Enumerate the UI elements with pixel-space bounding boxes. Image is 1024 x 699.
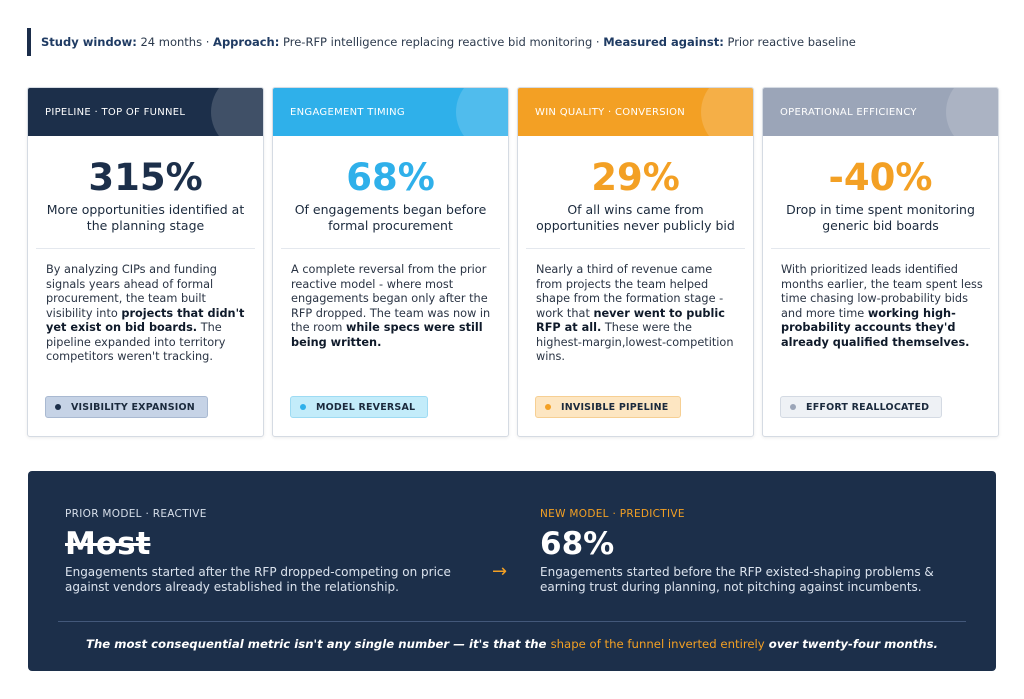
divider [58, 621, 966, 622]
metric-description [273, 263, 508, 381]
header-decoration [211, 88, 263, 136]
metric-card-win-quality [517, 87, 754, 437]
header-decoration [456, 88, 508, 136]
description-emphasis: projects that didn't yet exist on bid boards. [46, 306, 245, 334]
badge-label: EFFORT REALLOCATED [806, 401, 930, 413]
description-text: These were the highest-margin,lowest-competition wins. [536, 321, 734, 363]
header-decoration [701, 88, 753, 136]
metric-card-engagement-timing [272, 87, 509, 437]
card-header-label: WIN QUALITY · CONVERSION [535, 106, 686, 118]
badge-label: VISIBILITY EXPANSION [71, 401, 195, 413]
divider [281, 248, 500, 249]
summary-quote [28, 637, 996, 651]
quote-text: The most consequential metric isn't any single number — it's that the [86, 637, 551, 651]
model-comparison-panel [28, 471, 996, 671]
description-text: With prioritized leads identified months earlier, the team spent less time chasing low-probability bids and more time [781, 263, 983, 320]
new-model-kicker: NEW MODEL · PREDICTIVE [540, 508, 685, 520]
badge-label: INVISIBLE PIPELINE [561, 401, 669, 413]
divider [36, 248, 255, 249]
prior-model-description: Engagements started after the RFP dropped-competing on price against vendors already established in the relationship. [65, 565, 451, 594]
study-summary [27, 28, 856, 56]
prior-model-kicker: PRIOR MODEL · REACTIVE [65, 508, 207, 520]
quote-text: over twenty-four months. [764, 637, 938, 651]
metric-subtitle: More opportunities identified at the planning stage [46, 202, 245, 233]
approach-value: Pre-RFP intelligence replacing reactive bid monitoring · [279, 35, 604, 49]
metric-value: -40% [828, 156, 933, 199]
card-header [763, 88, 998, 136]
header-decoration [946, 88, 998, 136]
card-header-label: PIPELINE · TOP OF FUNNEL [45, 106, 186, 118]
status-badge [45, 396, 208, 418]
badge-dot-icon [300, 404, 306, 410]
description-emphasis: working high-probability accounts they'd already qualified themselves. [781, 306, 970, 349]
prior-model-value: Most [65, 526, 151, 562]
study-window-value: 24 months · [136, 35, 214, 49]
description-text: Nearly a third of revenue came from projects the team helped shape from the formation stage - work that [536, 263, 724, 320]
prior-model [65, 508, 465, 595]
badge-dot-icon [55, 404, 61, 410]
metric-card-pipeline [27, 87, 264, 437]
card-header [518, 88, 753, 136]
metric-value: 315% [88, 156, 203, 199]
divider [771, 248, 990, 249]
badge-dot-icon [790, 404, 796, 410]
quote-highlight: shape of the funnel inverted entirely [550, 637, 765, 651]
metric-card-operational-efficiency [762, 87, 999, 437]
description-text: A complete reversal from the prior reactive model - where most engagements began only after the RFP dropped. The team was now in the room [291, 263, 491, 334]
card-header-label: OPERATIONAL EFFICIENCY [780, 106, 917, 118]
card-header-label: ENGAGEMENT TIMING [290, 106, 405, 118]
metric-subtitle: Of engagements began before formal procurement [294, 202, 487, 233]
badge-dot-icon [545, 404, 551, 410]
metric-value: 68% [346, 156, 435, 199]
metric-subtitle: Drop in time spent monitoring generic bid boards [786, 202, 975, 233]
measured-against-label: Measured against: [603, 35, 724, 49]
new-model-value: 68% [540, 526, 615, 562]
badge-label: MODEL REVERSAL [316, 401, 416, 413]
status-badge [780, 396, 942, 418]
measured-against-value: Prior reactive baseline [723, 35, 856, 49]
new-model [540, 508, 970, 595]
new-model-description: Engagements started before the RFP existed-shaping problems & earning trust during planning, not pitching against incumbents. [540, 565, 934, 594]
metric-subtitle: Of all wins came from opportunities never publicly bid [536, 202, 735, 233]
metric-description [518, 263, 753, 381]
approach-label: Approach: [213, 35, 280, 49]
divider [526, 248, 745, 249]
card-header [28, 88, 263, 136]
study-window-label: Study window: [41, 35, 137, 49]
metric-description [763, 263, 998, 381]
description-emphasis: never went to public RFP at all. [536, 306, 725, 334]
status-badge [535, 396, 681, 418]
metric-description [28, 263, 263, 381]
arrow-right-icon: → [492, 561, 508, 582]
metric-value: 29% [591, 156, 680, 199]
status-badge [290, 396, 428, 418]
description-text: By analyzing CIPs and funding signals years ahead of formal procurement, the team built visibility into [46, 263, 217, 320]
metric-cards [27, 87, 997, 437]
description-emphasis: while specs were still being written. [291, 321, 483, 349]
card-header [273, 88, 508, 136]
description-text: The pipeline expanded into territory competitors weren't tracking. [46, 321, 226, 363]
